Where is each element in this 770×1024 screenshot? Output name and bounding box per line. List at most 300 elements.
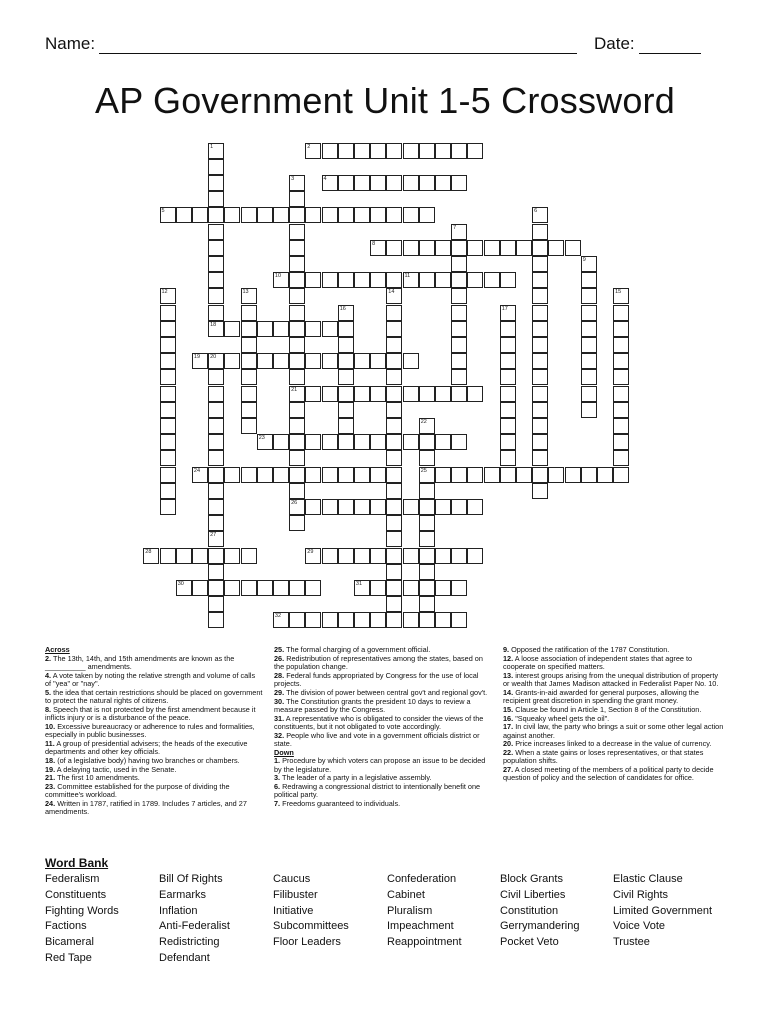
- crossword-cell[interactable]: [160, 402, 176, 418]
- crossword-cell[interactable]: [143, 548, 159, 564]
- crossword-cell[interactable]: [419, 531, 435, 547]
- crossword-cell[interactable]: [386, 483, 402, 499]
- crossword-cell[interactable]: [532, 467, 548, 483]
- crossword-cell[interactable]: [257, 467, 273, 483]
- crossword-cell[interactable]: [289, 305, 305, 321]
- crossword-cell[interactable]: [532, 386, 548, 402]
- crossword-cell[interactable]: [241, 580, 257, 596]
- crossword-cell[interactable]: [467, 386, 483, 402]
- crossword-cell[interactable]: [305, 499, 321, 515]
- crossword-cell[interactable]: [484, 467, 500, 483]
- crossword-cell[interactable]: [419, 386, 435, 402]
- crossword-cell[interactable]: [289, 240, 305, 256]
- crossword-cell[interactable]: [403, 434, 419, 450]
- crossword-cell[interactable]: [289, 207, 305, 223]
- crossword-cell[interactable]: [403, 612, 419, 628]
- crossword-cell[interactable]: [516, 240, 532, 256]
- crossword-cell[interactable]: [386, 207, 402, 223]
- crossword-cell[interactable]: [160, 467, 176, 483]
- crossword-cell[interactable]: [354, 207, 370, 223]
- crossword-cell[interactable]: [613, 467, 629, 483]
- crossword-cell[interactable]: [386, 369, 402, 385]
- crossword-cell[interactable]: [532, 402, 548, 418]
- crossword-cell[interactable]: [208, 434, 224, 450]
- crossword-cell[interactable]: [289, 450, 305, 466]
- crossword-cell[interactable]: [581, 353, 597, 369]
- crossword-cell[interactable]: [370, 175, 386, 191]
- crossword-cell[interactable]: [419, 143, 435, 159]
- crossword-cell[interactable]: [273, 612, 289, 628]
- crossword-cell[interactable]: [451, 580, 467, 596]
- crossword-cell[interactable]: [338, 467, 354, 483]
- crossword-cell[interactable]: [419, 483, 435, 499]
- crossword-cell[interactable]: [613, 369, 629, 385]
- crossword-cell[interactable]: [419, 499, 435, 515]
- crossword-cell[interactable]: [451, 224, 467, 240]
- crossword-cell[interactable]: [370, 580, 386, 596]
- crossword-cell[interactable]: [273, 434, 289, 450]
- crossword-cell[interactable]: [532, 450, 548, 466]
- crossword-cell[interactable]: [322, 321, 338, 337]
- crossword-cell[interactable]: [451, 288, 467, 304]
- crossword-cell[interactable]: [322, 499, 338, 515]
- crossword-cell[interactable]: [289, 191, 305, 207]
- crossword-cell[interactable]: [224, 207, 240, 223]
- crossword-cell[interactable]: [386, 337, 402, 353]
- crossword-cell[interactable]: [305, 143, 321, 159]
- crossword-cell[interactable]: [613, 450, 629, 466]
- crossword-cell[interactable]: [176, 207, 192, 223]
- crossword-cell[interactable]: [386, 240, 402, 256]
- crossword-cell[interactable]: [208, 207, 224, 223]
- crossword-cell[interactable]: [532, 418, 548, 434]
- crossword-cell[interactable]: [386, 175, 402, 191]
- crossword-cell[interactable]: [338, 337, 354, 353]
- crossword-cell[interactable]: [354, 434, 370, 450]
- crossword-cell[interactable]: [451, 240, 467, 256]
- crossword-cell[interactable]: [500, 369, 516, 385]
- crossword-cell[interactable]: [322, 548, 338, 564]
- crossword-cell[interactable]: [273, 272, 289, 288]
- crossword-cell[interactable]: [532, 224, 548, 240]
- crossword-cell[interactable]: [257, 434, 273, 450]
- crossword-cell[interactable]: [403, 175, 419, 191]
- crossword-cell[interactable]: [160, 369, 176, 385]
- crossword-cell[interactable]: [500, 402, 516, 418]
- crossword-cell[interactable]: [435, 580, 451, 596]
- crossword-cell[interactable]: [451, 434, 467, 450]
- crossword-cell[interactable]: [160, 450, 176, 466]
- crossword-cell[interactable]: [354, 499, 370, 515]
- crossword-cell[interactable]: [176, 548, 192, 564]
- crossword-cell[interactable]: [613, 386, 629, 402]
- crossword-cell[interactable]: [322, 434, 338, 450]
- crossword-cell[interactable]: [516, 467, 532, 483]
- crossword-cell[interactable]: [192, 548, 208, 564]
- crossword-cell[interactable]: [273, 321, 289, 337]
- crossword-cell[interactable]: [322, 272, 338, 288]
- crossword-cell[interactable]: [208, 612, 224, 628]
- crossword-cell[interactable]: [338, 369, 354, 385]
- crossword-cell[interactable]: [224, 353, 240, 369]
- crossword-cell[interactable]: [208, 175, 224, 191]
- crossword-cell[interactable]: [208, 256, 224, 272]
- crossword-cell[interactable]: [370, 143, 386, 159]
- crossword-cell[interactable]: [419, 564, 435, 580]
- crossword-cell[interactable]: [354, 353, 370, 369]
- crossword-cell[interactable]: [338, 386, 354, 402]
- crossword-cell[interactable]: [241, 548, 257, 564]
- crossword-cell[interactable]: [289, 256, 305, 272]
- crossword-cell[interactable]: [500, 418, 516, 434]
- crossword-cell[interactable]: [403, 580, 419, 596]
- crossword-cell[interactable]: [403, 386, 419, 402]
- crossword-cell[interactable]: [500, 272, 516, 288]
- crossword-cell[interactable]: [370, 467, 386, 483]
- crossword-cell[interactable]: [386, 386, 402, 402]
- crossword-cell[interactable]: [370, 353, 386, 369]
- crossword-cell[interactable]: [435, 548, 451, 564]
- crossword-cell[interactable]: [289, 580, 305, 596]
- crossword-cell[interactable]: [241, 353, 257, 369]
- crossword-cell[interactable]: [613, 353, 629, 369]
- crossword-cell[interactable]: [289, 483, 305, 499]
- crossword-cell[interactable]: [484, 240, 500, 256]
- crossword-cell[interactable]: [354, 386, 370, 402]
- crossword-cell[interactable]: [403, 548, 419, 564]
- crossword-cell[interactable]: [581, 337, 597, 353]
- crossword-cell[interactable]: [500, 337, 516, 353]
- crossword-cell[interactable]: [581, 467, 597, 483]
- crossword-cell[interactable]: [581, 386, 597, 402]
- crossword-cell[interactable]: [208, 353, 224, 369]
- crossword-cell[interactable]: [322, 386, 338, 402]
- crossword-cell[interactable]: [208, 272, 224, 288]
- crossword-cell[interactable]: [289, 515, 305, 531]
- crossword-cell[interactable]: [532, 305, 548, 321]
- crossword-cell[interactable]: [208, 305, 224, 321]
- crossword-cell[interactable]: [532, 272, 548, 288]
- crossword-cell[interactable]: [208, 321, 224, 337]
- crossword-cell[interactable]: [386, 580, 402, 596]
- crossword-cell[interactable]: [160, 353, 176, 369]
- crossword-cell[interactable]: [500, 450, 516, 466]
- crossword-cell[interactable]: [241, 369, 257, 385]
- crossword-cell[interactable]: [208, 191, 224, 207]
- crossword-cell[interactable]: [435, 175, 451, 191]
- crossword-cell[interactable]: [273, 207, 289, 223]
- crossword-cell[interactable]: [289, 224, 305, 240]
- crossword-cell[interactable]: [451, 175, 467, 191]
- crossword-cell[interactable]: [500, 434, 516, 450]
- crossword-cell[interactable]: [208, 467, 224, 483]
- crossword-cell[interactable]: [257, 580, 273, 596]
- crossword-cell[interactable]: [305, 353, 321, 369]
- crossword-cell[interactable]: [160, 434, 176, 450]
- crossword-cell[interactable]: [354, 580, 370, 596]
- crossword-cell[interactable]: [241, 386, 257, 402]
- crossword-cell[interactable]: [208, 596, 224, 612]
- crossword-cell[interactable]: [289, 353, 305, 369]
- crossword-cell[interactable]: [289, 175, 305, 191]
- crossword-cell[interactable]: [370, 612, 386, 628]
- crossword-cell[interactable]: [419, 434, 435, 450]
- crossword-cell[interactable]: [467, 467, 483, 483]
- crossword-cell[interactable]: [532, 256, 548, 272]
- crossword-cell[interactable]: [565, 240, 581, 256]
- crossword-cell[interactable]: [613, 305, 629, 321]
- crossword-cell[interactable]: [289, 499, 305, 515]
- crossword-cell[interactable]: [386, 418, 402, 434]
- crossword-cell[interactable]: [419, 612, 435, 628]
- crossword-cell[interactable]: [419, 418, 435, 434]
- crossword-cell[interactable]: [435, 434, 451, 450]
- crossword-cell[interactable]: [435, 499, 451, 515]
- crossword-cell[interactable]: [386, 143, 402, 159]
- crossword-cell[interactable]: [224, 548, 240, 564]
- crossword-cell[interactable]: [289, 288, 305, 304]
- crossword-cell[interactable]: [241, 288, 257, 304]
- crossword-cell[interactable]: [208, 580, 224, 596]
- crossword-cell[interactable]: [500, 353, 516, 369]
- crossword-cell[interactable]: [322, 207, 338, 223]
- crossword-cell[interactable]: [160, 386, 176, 402]
- crossword-cell[interactable]: [160, 499, 176, 515]
- crossword-cell[interactable]: [192, 580, 208, 596]
- crossword-cell[interactable]: [467, 240, 483, 256]
- crossword-cell[interactable]: [338, 499, 354, 515]
- crossword-cell[interactable]: [386, 305, 402, 321]
- crossword-cell[interactable]: [532, 207, 548, 223]
- crossword-cell[interactable]: [160, 483, 176, 499]
- crossword-cell[interactable]: [192, 207, 208, 223]
- crossword-cell[interactable]: [338, 353, 354, 369]
- crossword-cell[interactable]: [386, 450, 402, 466]
- crossword-cell[interactable]: [581, 288, 597, 304]
- crossword-cell[interactable]: [386, 402, 402, 418]
- crossword-cell[interactable]: [581, 305, 597, 321]
- crossword-cell[interactable]: [532, 369, 548, 385]
- crossword-cell[interactable]: [289, 612, 305, 628]
- crossword-cell[interactable]: [241, 305, 257, 321]
- crossword-cell[interactable]: [289, 321, 305, 337]
- crossword-cell[interactable]: [160, 288, 176, 304]
- crossword-cell[interactable]: [241, 207, 257, 223]
- crossword-cell[interactable]: [208, 548, 224, 564]
- crossword-cell[interactable]: [467, 548, 483, 564]
- crossword-cell[interactable]: [257, 321, 273, 337]
- crossword-cell[interactable]: [305, 207, 321, 223]
- crossword-cell[interactable]: [548, 240, 564, 256]
- crossword-cell[interactable]: [305, 580, 321, 596]
- crossword-cell[interactable]: [532, 337, 548, 353]
- crossword-cell[interactable]: [208, 224, 224, 240]
- crossword-cell[interactable]: [208, 418, 224, 434]
- crossword-cell[interactable]: [289, 402, 305, 418]
- crossword-cell[interactable]: [289, 272, 305, 288]
- crossword-cell[interactable]: [451, 256, 467, 272]
- crossword-cell[interactable]: [289, 369, 305, 385]
- crossword-cell[interactable]: [532, 483, 548, 499]
- crossword-cell[interactable]: [451, 305, 467, 321]
- crossword-cell[interactable]: [613, 321, 629, 337]
- crossword-cell[interactable]: [338, 548, 354, 564]
- crossword-cell[interactable]: [467, 143, 483, 159]
- crossword-cell[interactable]: [581, 321, 597, 337]
- crossword-cell[interactable]: [208, 483, 224, 499]
- crossword-cell[interactable]: [338, 175, 354, 191]
- crossword-cell[interactable]: [224, 467, 240, 483]
- crossword-cell[interactable]: [532, 240, 548, 256]
- crossword-cell[interactable]: [435, 386, 451, 402]
- crossword-cell[interactable]: [613, 434, 629, 450]
- crossword-cell[interactable]: [160, 548, 176, 564]
- crossword-cell[interactable]: [386, 531, 402, 547]
- crossword-cell[interactable]: [581, 402, 597, 418]
- crossword-cell[interactable]: [435, 240, 451, 256]
- crossword-cell[interactable]: [370, 207, 386, 223]
- crossword-cell[interactable]: [386, 353, 402, 369]
- crossword-cell[interactable]: [451, 143, 467, 159]
- crossword-cell[interactable]: [241, 321, 257, 337]
- crossword-cell[interactable]: [451, 467, 467, 483]
- crossword-cell[interactable]: [338, 143, 354, 159]
- crossword-cell[interactable]: [208, 564, 224, 580]
- crossword-cell[interactable]: [386, 272, 402, 288]
- crossword-cell[interactable]: [386, 515, 402, 531]
- crossword-cell[interactable]: [289, 467, 305, 483]
- crossword-cell[interactable]: [386, 434, 402, 450]
- crossword-cell[interactable]: [208, 531, 224, 547]
- crossword-cell[interactable]: [289, 434, 305, 450]
- crossword-cell[interactable]: [500, 386, 516, 402]
- crossword-cell[interactable]: [322, 175, 338, 191]
- crossword-cell[interactable]: [354, 467, 370, 483]
- crossword-cell[interactable]: [289, 337, 305, 353]
- crossword-cell[interactable]: [241, 402, 257, 418]
- crossword-cell[interactable]: [386, 596, 402, 612]
- crossword-cell[interactable]: [305, 434, 321, 450]
- crossword-cell[interactable]: [386, 321, 402, 337]
- crossword-cell[interactable]: [370, 240, 386, 256]
- crossword-cell[interactable]: [581, 369, 597, 385]
- crossword-cell[interactable]: [273, 580, 289, 596]
- crossword-cell[interactable]: [370, 548, 386, 564]
- crossword-cell[interactable]: [370, 386, 386, 402]
- crossword-cell[interactable]: [208, 369, 224, 385]
- crossword-cell[interactable]: [160, 321, 176, 337]
- crossword-cell[interactable]: [500, 240, 516, 256]
- crossword-cell[interactable]: [613, 418, 629, 434]
- crossword-cell[interactable]: [354, 612, 370, 628]
- crossword-cell[interactable]: [500, 321, 516, 337]
- crossword-cell[interactable]: [386, 499, 402, 515]
- crossword-cell[interactable]: [581, 272, 597, 288]
- crossword-cell[interactable]: [208, 240, 224, 256]
- crossword-cell[interactable]: [224, 321, 240, 337]
- crossword-cell[interactable]: [532, 288, 548, 304]
- crossword-cell[interactable]: [451, 353, 467, 369]
- crossword-cell[interactable]: [548, 467, 564, 483]
- crossword-cell[interactable]: [208, 288, 224, 304]
- crossword-cell[interactable]: [419, 596, 435, 612]
- crossword-cell[interactable]: [386, 288, 402, 304]
- crossword-cell[interactable]: [305, 272, 321, 288]
- crossword-cell[interactable]: [273, 353, 289, 369]
- crossword-cell[interactable]: [354, 272, 370, 288]
- crossword-cell[interactable]: [354, 143, 370, 159]
- crossword-cell[interactable]: [305, 467, 321, 483]
- crossword-cell[interactable]: [500, 467, 516, 483]
- crossword-cell[interactable]: [386, 564, 402, 580]
- crossword-cell[interactable]: [208, 450, 224, 466]
- crossword-cell[interactable]: [403, 207, 419, 223]
- crossword-cell[interactable]: [305, 548, 321, 564]
- crossword-cell[interactable]: [241, 418, 257, 434]
- crossword-cell[interactable]: [160, 418, 176, 434]
- crossword-cell[interactable]: [273, 467, 289, 483]
- crossword-cell[interactable]: [419, 580, 435, 596]
- crossword-cell[interactable]: [289, 418, 305, 434]
- crossword-cell[interactable]: [305, 321, 321, 337]
- crossword-cell[interactable]: [419, 240, 435, 256]
- crossword-cell[interactable]: [581, 256, 597, 272]
- crossword-cell[interactable]: [338, 207, 354, 223]
- crossword-cell[interactable]: [419, 175, 435, 191]
- crossword-cell[interactable]: [322, 143, 338, 159]
- crossword-cell[interactable]: [208, 159, 224, 175]
- crossword-cell[interactable]: [419, 272, 435, 288]
- crossword-cell[interactable]: [176, 580, 192, 596]
- crossword-cell[interactable]: [419, 450, 435, 466]
- crossword-cell[interactable]: [435, 143, 451, 159]
- crossword-cell[interactable]: [322, 467, 338, 483]
- crossword-cell[interactable]: [322, 612, 338, 628]
- crossword-cell[interactable]: [613, 402, 629, 418]
- crossword-cell[interactable]: [160, 207, 176, 223]
- crossword-cell[interactable]: [435, 272, 451, 288]
- crossword-cell[interactable]: [386, 548, 402, 564]
- crossword-cell[interactable]: [532, 353, 548, 369]
- crossword-cell[interactable]: [370, 434, 386, 450]
- crossword-cell[interactable]: [192, 353, 208, 369]
- crossword-cell[interactable]: [338, 434, 354, 450]
- crossword-cell[interactable]: [613, 288, 629, 304]
- crossword-cell[interactable]: [419, 515, 435, 531]
- crossword-cell[interactable]: [386, 612, 402, 628]
- crossword-cell[interactable]: [305, 612, 321, 628]
- crossword-cell[interactable]: [192, 467, 208, 483]
- crossword-cell[interactable]: [338, 272, 354, 288]
- crossword-cell[interactable]: [370, 272, 386, 288]
- crossword-cell[interactable]: [451, 499, 467, 515]
- crossword-cell[interactable]: [500, 305, 516, 321]
- crossword-cell[interactable]: [322, 353, 338, 369]
- crossword-cell[interactable]: [338, 305, 354, 321]
- crossword-cell[interactable]: [241, 467, 257, 483]
- crossword-cell[interactable]: [565, 467, 581, 483]
- crossword-cell[interactable]: [613, 337, 629, 353]
- crossword-cell[interactable]: [160, 305, 176, 321]
- crossword-cell[interactable]: [435, 612, 451, 628]
- crossword-cell[interactable]: [386, 467, 402, 483]
- crossword-cell[interactable]: [354, 175, 370, 191]
- crossword-cell[interactable]: [305, 386, 321, 402]
- crossword-cell[interactable]: [451, 548, 467, 564]
- crossword-cell[interactable]: [338, 402, 354, 418]
- crossword-cell[interactable]: [451, 612, 467, 628]
- crossword-cell[interactable]: [224, 580, 240, 596]
